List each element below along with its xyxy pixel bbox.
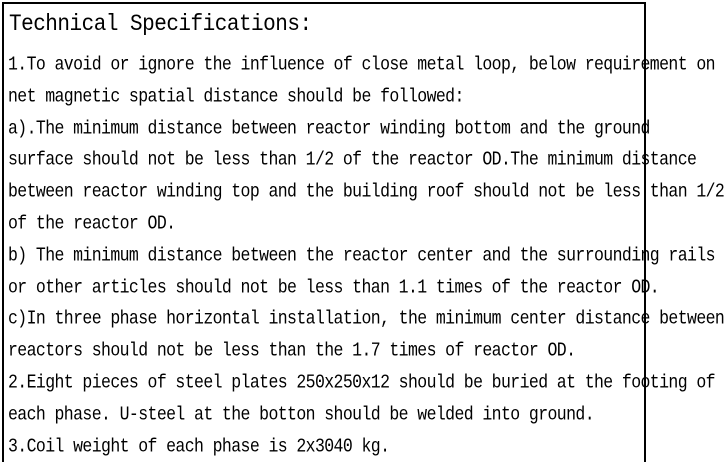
spec-line: of the reactor OD. bbox=[8, 212, 176, 235]
spec-line: reactors should not be less than the 1.7 times of reactor OD. bbox=[8, 339, 576, 362]
spec-line: net magnetic spatial distance should be followed: bbox=[8, 85, 464, 108]
spec-line: each phase. U-steel at the botton should be welded into ground. bbox=[8, 403, 595, 426]
spec-line: c)In three phase horizontal installation, the minimum center distance between bbox=[8, 307, 724, 330]
spec-line: between reactor winding top and the building roof should not be less than 1/2 bbox=[8, 180, 724, 203]
spec-line: 3.Coil weight of each phase is 2x3040 kg. bbox=[8, 435, 390, 457]
spec-line: 1.To avoid or ignore the influence of close metal loop, below requirement on bbox=[8, 53, 715, 76]
spec-line: or other articles should not be less than 1.1 times of the reactor OD. bbox=[8, 276, 660, 298]
spec-line: 2.Eight pieces of steel plates 250x250x12 should be buried at the footing of bbox=[8, 371, 715, 394]
spec-line: surface should not be less than 1/2 of the reactor OD.The minimum distance bbox=[8, 148, 697, 171]
page-title: Technical Specifications: bbox=[9, 12, 312, 38]
spec-line: a).The minimum distance between reactor winding bottom and the ground bbox=[8, 117, 650, 139]
spec-line: b) The minimum distance between the reactor center and the surrounding rails bbox=[8, 244, 715, 267]
spec-text-block bbox=[8, 49, 724, 462]
